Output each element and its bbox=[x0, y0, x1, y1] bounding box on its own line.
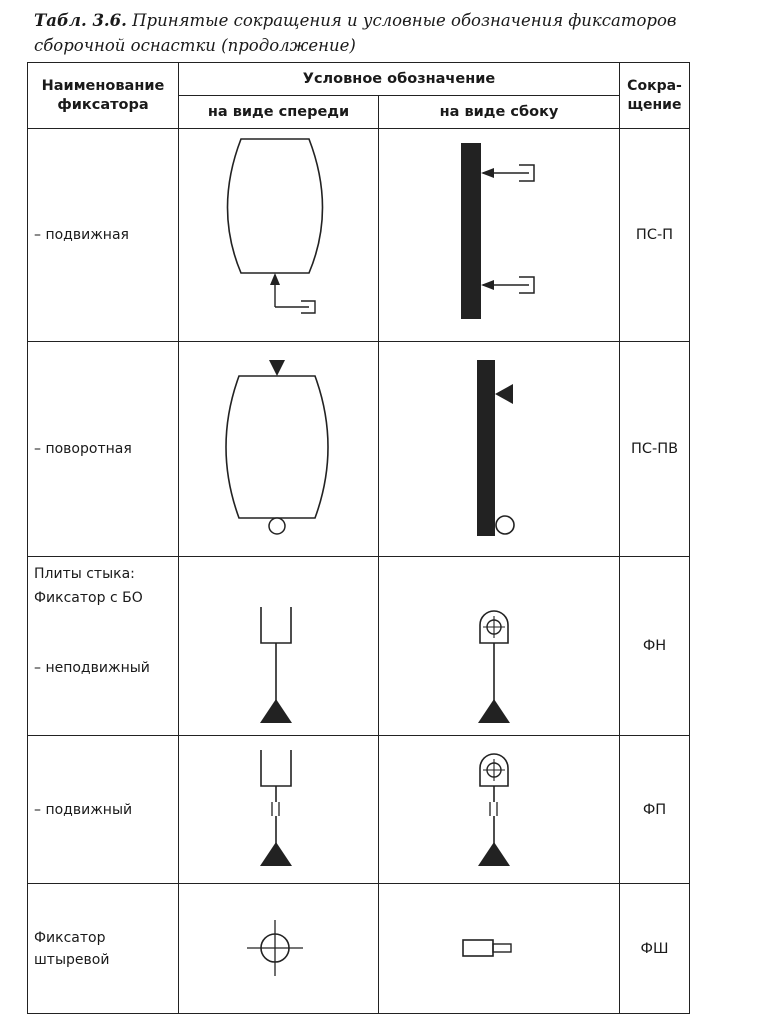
header-symbol-group: Условное обозначение bbox=[179, 63, 620, 96]
side-view-cell bbox=[379, 342, 620, 557]
side-view-cell bbox=[379, 557, 620, 736]
table-row bbox=[28, 557, 690, 736]
fork-fixed-icon bbox=[179, 557, 379, 735]
table-caption bbox=[34, 8, 734, 58]
table-row bbox=[28, 884, 690, 1014]
fixture-symbols-table bbox=[27, 62, 690, 1014]
row-abbr: ФП bbox=[620, 736, 690, 884]
row-abbr: ФН bbox=[620, 557, 690, 736]
front-view-cell bbox=[179, 129, 379, 342]
row-name: – неподвижный bbox=[34, 660, 150, 676]
group-title: Плиты стыка: bbox=[34, 566, 135, 582]
caption-label: Табл. 3.6. bbox=[34, 11, 127, 30]
eye-movable-icon bbox=[379, 736, 620, 883]
front-view-cell bbox=[179, 342, 379, 557]
side-view-cell bbox=[379, 129, 620, 342]
caption-text: Принятые сокращения и условные обозначения фиксаторов сборочной оснастки (продолжение) bbox=[34, 11, 677, 55]
bar-two-arrows-icon bbox=[379, 129, 620, 341]
eye-fixed-icon bbox=[379, 557, 620, 735]
side-view-cell bbox=[379, 884, 620, 1014]
row-name-cell bbox=[28, 557, 179, 736]
barrel-rotary-icon bbox=[179, 342, 379, 556]
table-row bbox=[28, 736, 690, 884]
table-row bbox=[28, 129, 690, 342]
row-abbr: ФШ bbox=[620, 884, 690, 1014]
front-view-cell bbox=[179, 557, 379, 736]
row-name-cell bbox=[28, 884, 179, 1014]
row-abbr: ПС-ПВ bbox=[620, 342, 690, 557]
row-name: Фиксатор bbox=[34, 929, 106, 946]
row-name: – подвижная bbox=[28, 129, 179, 342]
header-row-1 bbox=[28, 63, 690, 96]
row-abbr: ПС-П bbox=[620, 129, 690, 342]
group-subtitle: Фиксатор с БО bbox=[34, 590, 143, 606]
row-name: – подвижный bbox=[28, 736, 179, 884]
header-name: Наименование фиксатора bbox=[28, 63, 179, 129]
header-side-view: на виде сбоку bbox=[379, 96, 620, 129]
row-name: – поворотная bbox=[28, 342, 179, 557]
front-view-cell bbox=[179, 884, 379, 1014]
header-front-view: на виде спереди bbox=[179, 96, 379, 129]
side-view-cell bbox=[379, 736, 620, 884]
header-abbr: Сокра-щение bbox=[620, 63, 690, 129]
barrel-movable-icon bbox=[179, 129, 379, 341]
row-name-line-2: штыревой bbox=[34, 951, 110, 968]
bar-triangle-circle-icon bbox=[379, 342, 620, 556]
pin-side-icon bbox=[379, 884, 620, 1013]
table-row bbox=[28, 342, 690, 557]
fork-movable-icon bbox=[179, 736, 379, 883]
front-view-cell bbox=[179, 736, 379, 884]
pin-crosshair-icon bbox=[179, 884, 379, 1013]
